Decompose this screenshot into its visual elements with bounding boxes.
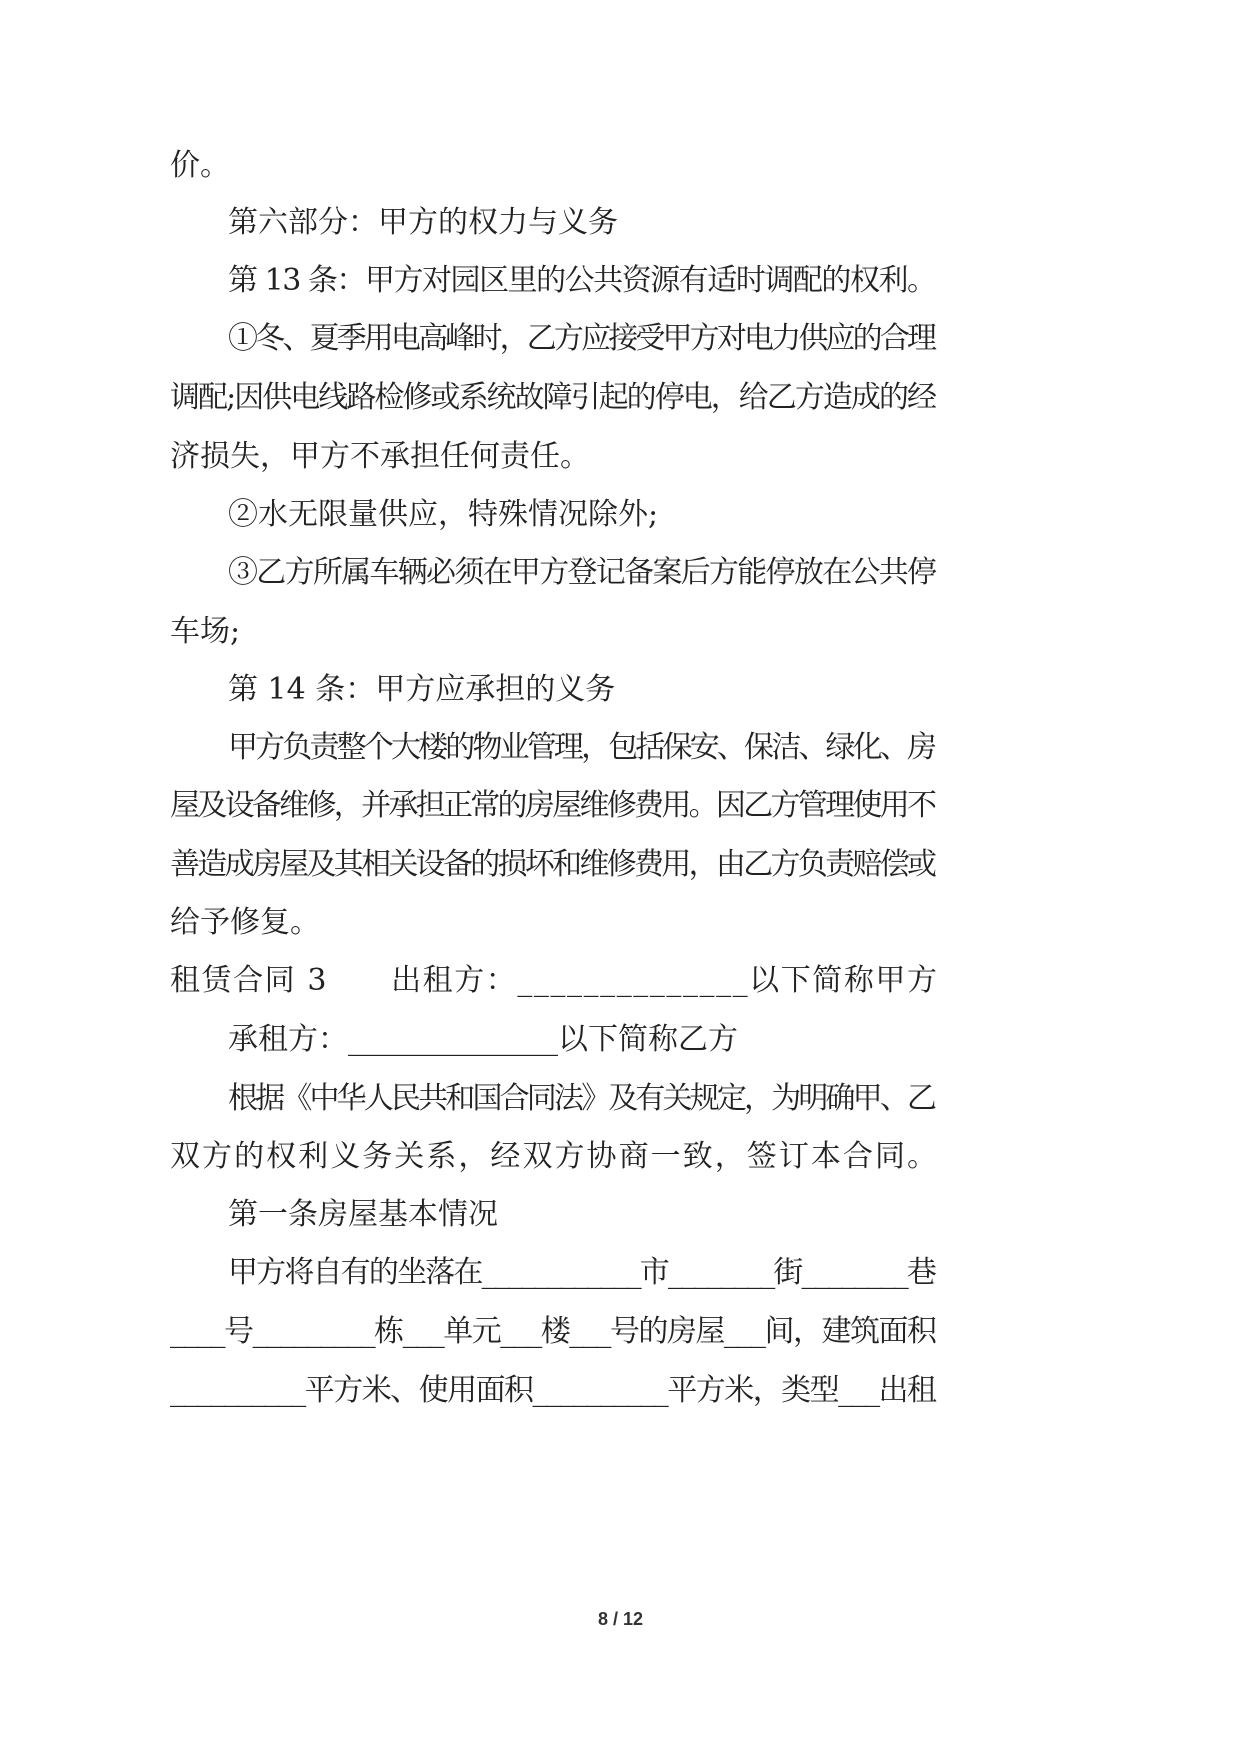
article-heading: [0, 670, 1241, 710]
line-text: __________平方米、使用面积__________平方米，类型___出租: [170, 1373, 936, 1408]
text-line: [0, 553, 1241, 593]
line-text: 双方的权利义务关系，经双方协商一致，签订本合同。: [170, 1139, 940, 1174]
line-text: 第 14 条：甲方应承担的义务: [228, 672, 616, 707]
text-line: [0, 1253, 1241, 1293]
line-text: 屋及设备维修，并承担正常的房屋维修费用。因乙方管理使用不: [170, 788, 935, 823]
line-text: 济损失，甲方不承担任何责任。: [170, 439, 590, 474]
line-text: ②水无限量供应，特殊情况除外;: [228, 497, 659, 532]
line-text: ①冬、夏季用电高峰时，乙方应接受甲方对电力供应的合理: [228, 321, 935, 356]
text-line: [0, 786, 1241, 826]
line-text: 甲方将自有的坐落在____________市________街________巷: [228, 1255, 936, 1290]
line-text: 甲方负责整个大楼的物业管理，包括保安、保洁、绿化、房: [228, 730, 935, 765]
line-text: 租赁合同 3 出租方：______________以下简称甲方: [170, 963, 939, 998]
text-line: [0, 146, 1241, 186]
text-line: [0, 378, 1241, 418]
line-text: 调配;因供电线路检修或系统故障引起的停电，给乙方造成的经: [170, 380, 936, 415]
text-line: [0, 1079, 1241, 1119]
text-line: [0, 319, 1241, 359]
section-heading: [0, 203, 1241, 243]
line-text: 第六部分：甲方的权力与义务: [228, 205, 618, 240]
page-number: 8 / 12: [597, 1609, 644, 1629]
text-line: [0, 1020, 1241, 1060]
text-line: [0, 437, 1241, 477]
text-line: [0, 612, 1241, 652]
line-text: 承租方：______________以下简称乙方: [228, 1022, 738, 1057]
line-text: 价。: [170, 148, 230, 183]
text-line: [0, 903, 1241, 943]
line-text: 根据《中华人民共和国合同法》及有关规定，为明确甲、乙: [228, 1081, 935, 1116]
line-text: 第 13 条：甲方对园区里的公共资源有适时调配的权利。: [228, 263, 936, 298]
text-line: [0, 1371, 1241, 1411]
text-line: [0, 728, 1241, 768]
article-heading: [0, 261, 1241, 301]
text-line: [0, 1312, 1241, 1352]
line-text: 第一条房屋基本情况: [228, 1197, 498, 1232]
line-text: 给予修复。: [170, 905, 320, 940]
text-line: [0, 845, 1241, 885]
text-line: [0, 495, 1241, 535]
contract-heading: [0, 961, 1241, 1001]
text-line: [0, 1137, 1241, 1177]
line-text: 车场;: [170, 614, 241, 649]
line-text: 善造成房屋及其相关设备的损坏和维修费用，由乙方负责赔偿或: [170, 847, 935, 882]
line-text: ③乙方所属车辆必须在甲方登记备案后方能停放在公共停: [228, 555, 936, 590]
article-heading: [0, 1195, 1241, 1235]
line-text: ____号_________栋___单元___楼___号的房屋___间，建筑面积: [170, 1314, 936, 1349]
